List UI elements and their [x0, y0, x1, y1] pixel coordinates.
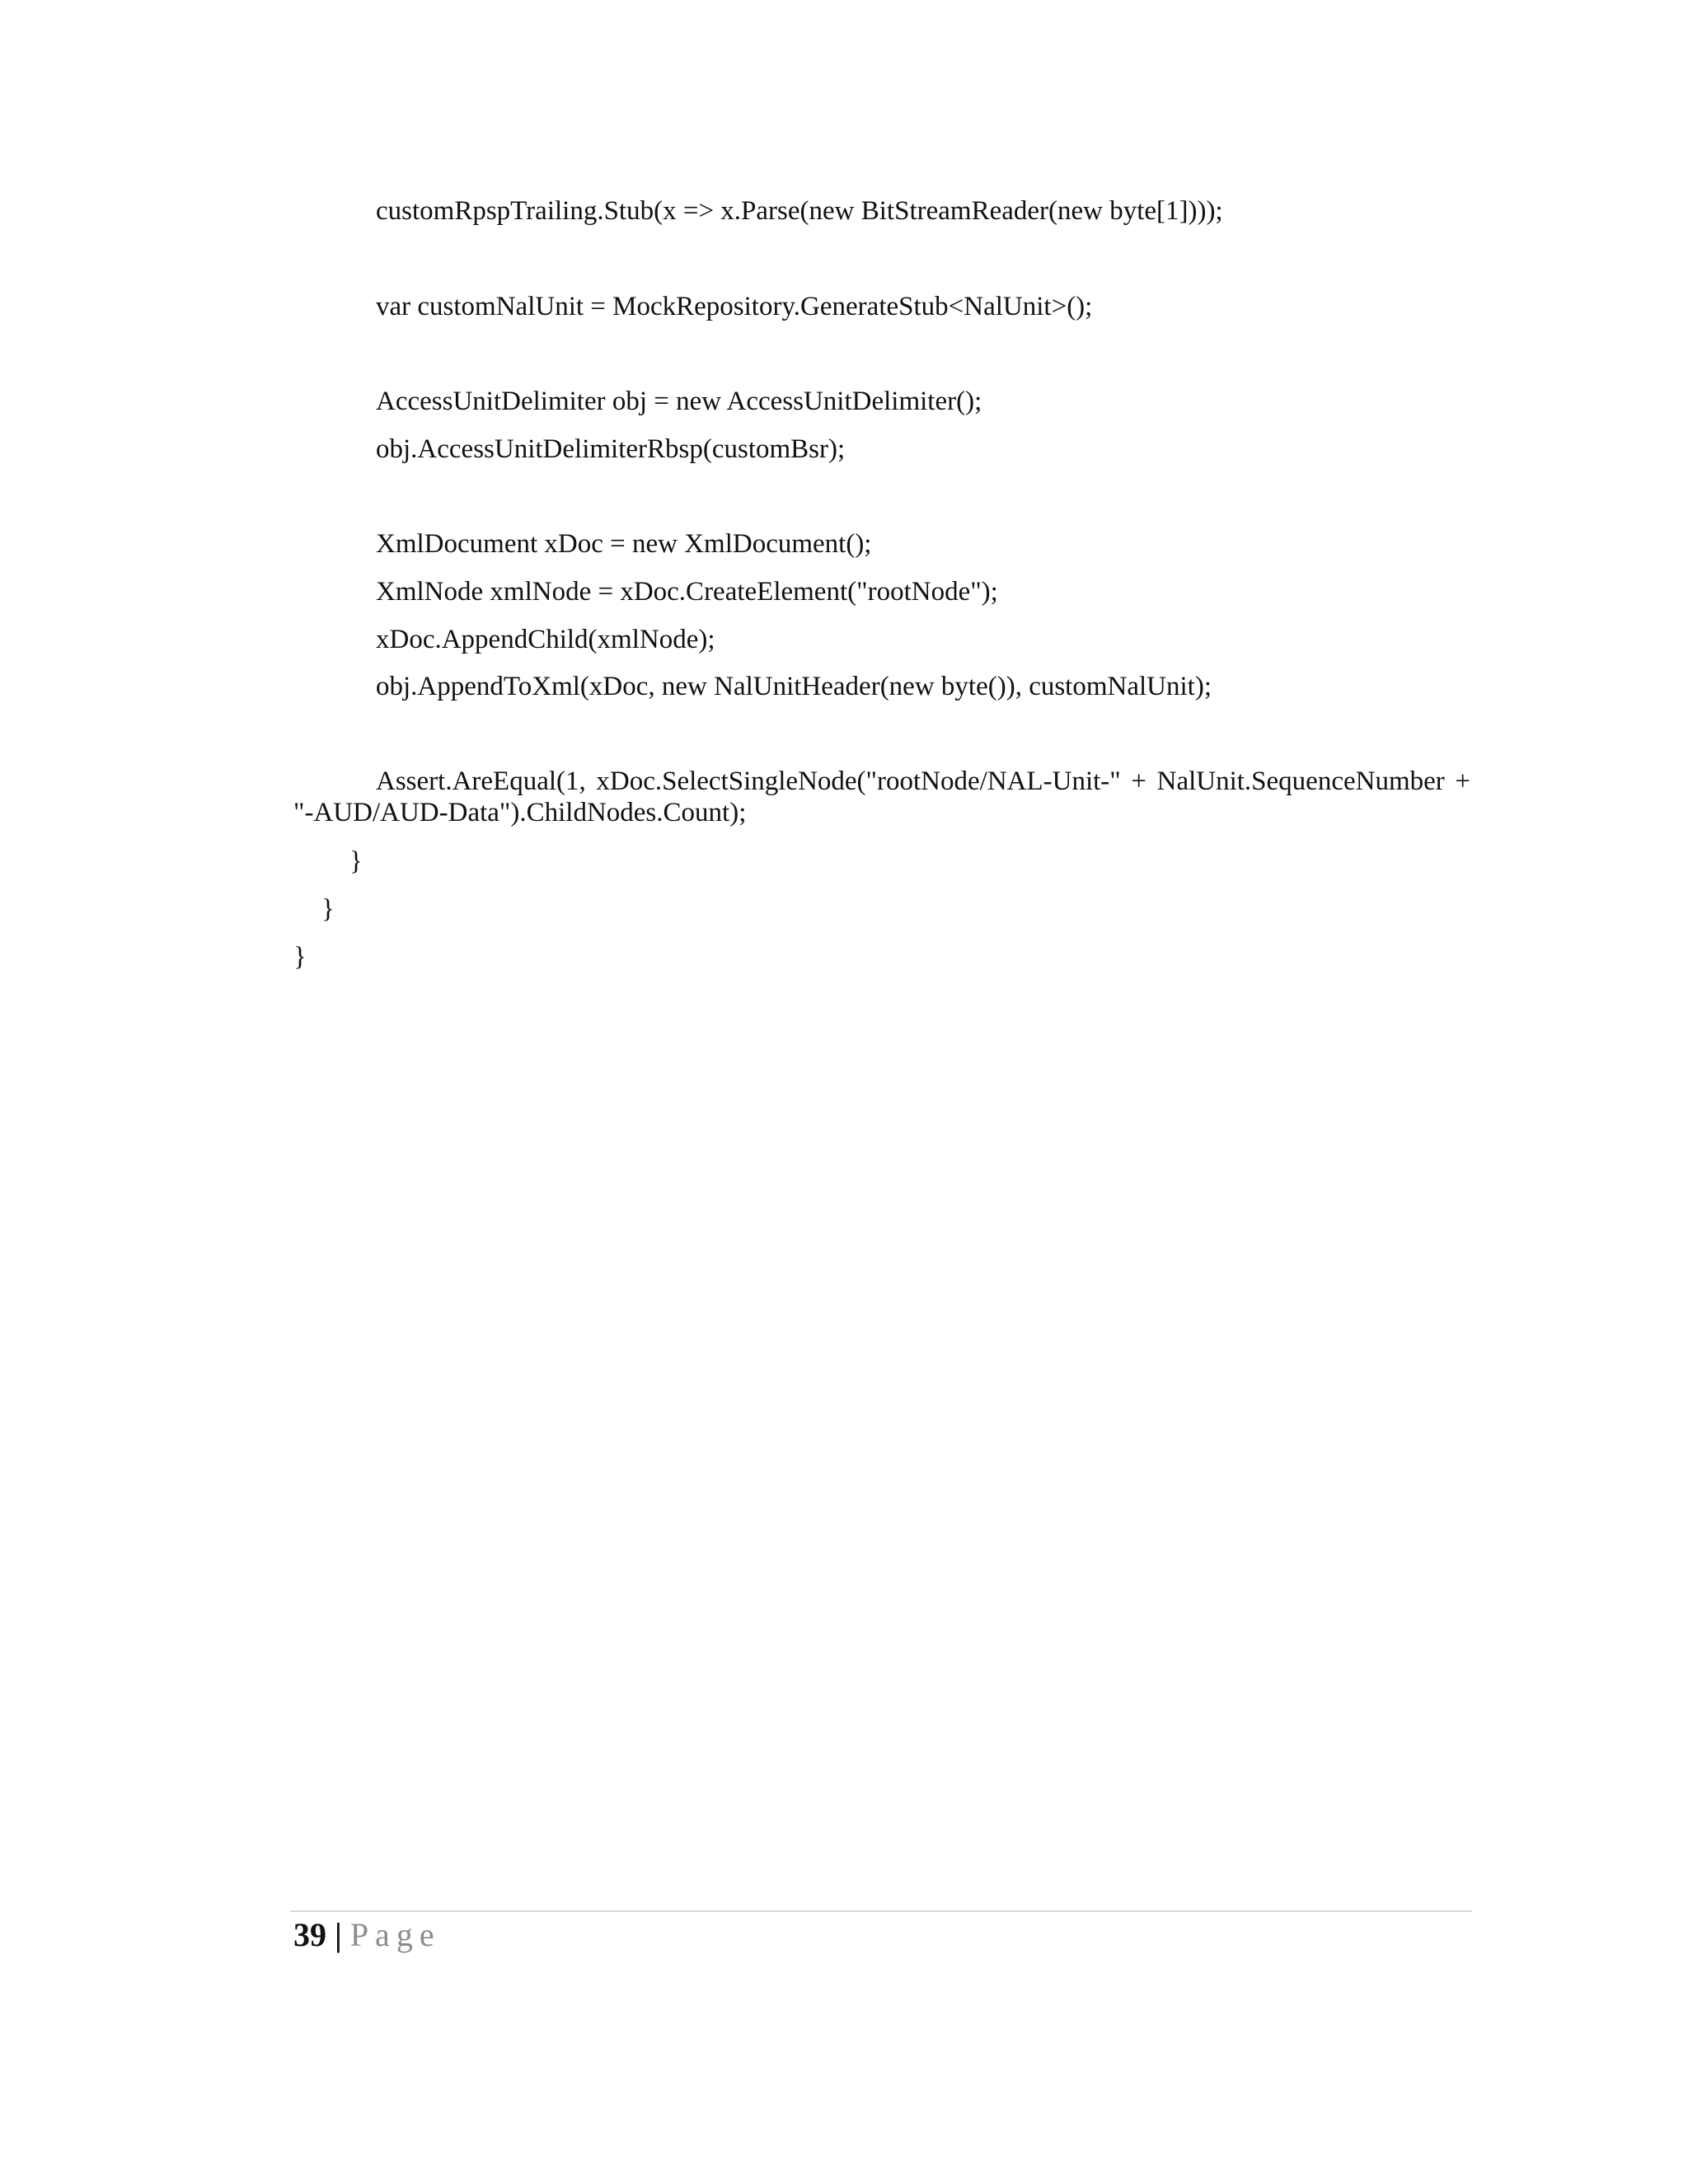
code-line-new-xmldocument: XmlDocument xDoc = new XmlDocument(); — [376, 529, 872, 559]
code-line-generate-stub: var customNalUnit = MockRepository.GenerateStub<NalUnit>(); — [376, 292, 1093, 321]
code-line-append-to-xml: obj.AppendToXml(xDoc, new NalUnitHeader(new byte()), customNalUnit); — [376, 672, 1212, 701]
code-line-create-element: XmlNode xmlNode = xDoc.CreateElement("rootNode"); — [376, 577, 998, 607]
closing-brace-class: } — [321, 894, 335, 924]
code-line-delimiter-rbsp: obj.AccessUnitDelimiterRbsp(customBsr); — [376, 434, 846, 464]
footer-divider — [290, 1910, 1472, 1912]
code-line-new-delimiter: AccessUnitDelimiter obj = new AccessUnitDelimiter(); — [376, 387, 982, 416]
closing-brace-method: } — [349, 846, 363, 876]
code-line-append-child: xDoc.AppendChild(xmlNode); — [376, 625, 715, 654]
code-line-stub: customRpspTrailing.Stub(x => x.Parse(new BitStreamReader(new byte[1]))); — [376, 196, 1223, 226]
code-line-assert: Assert.AreEqual(1, xDoc.SelectSingleNode("rootNode/NAL-Unit-" + NalUnit.SequenceNumber + "-AUD/AUD-Data").ChildNodes.Count); — [293, 766, 1470, 827]
page-footer — [293, 1915, 441, 1955]
closing-brace-namespace: } — [293, 942, 307, 972]
page-label: Page — [349, 1916, 441, 1953]
page-number: 39 — [293, 1916, 326, 1953]
page-separator: | — [335, 1916, 342, 1953]
